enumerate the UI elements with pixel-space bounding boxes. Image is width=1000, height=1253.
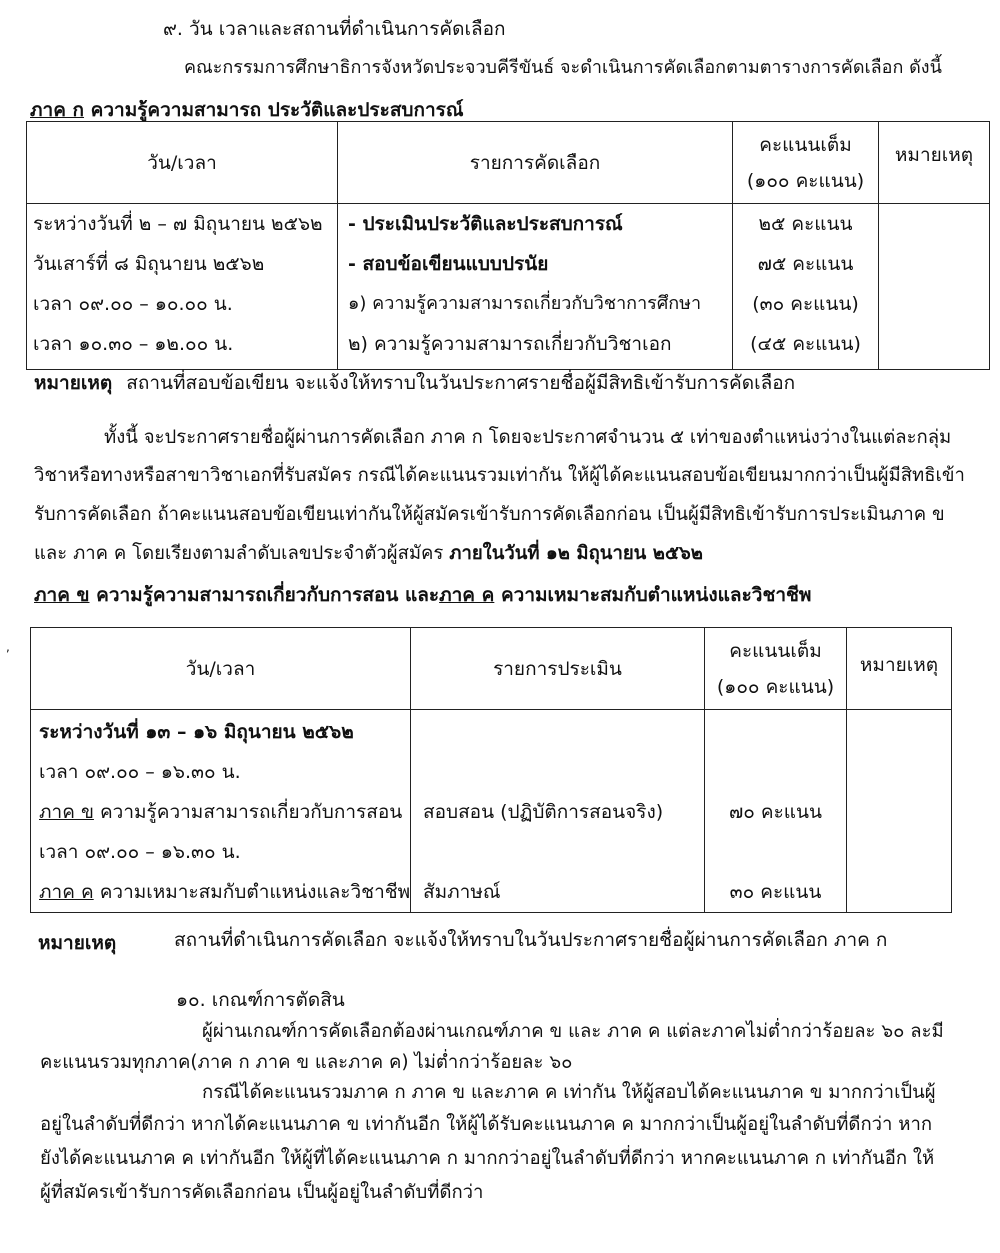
- part-a-header-score: [733, 122, 879, 204]
- announcement-line-1: ทั้งนี้ จะประกาศรายชื่อผู้ผ่านการคัดเลือก ภาค ก โดยจะประกาศจำนวน ๕ เท่าของตำแหน่งว่างในแต่ละกลุ่ม: [104, 427, 952, 448]
- part-a-body-row: [27, 204, 990, 370]
- section-9-intro: คณะกรรมการศึกษาธิการจังหวัดประจวบคีรีขันธ์ จะดำเนินการคัดเลือกตามตารางการคัดเลือก ดังนี้: [184, 57, 942, 78]
- part-bc-header-score: [705, 628, 847, 710]
- part-a-scores-cell: [733, 204, 879, 370]
- part-a-table: [26, 121, 990, 370]
- part-a-item-3: ๑) ความรู้ความสามารถเกี่ยวกับวิชาการศึกษา: [348, 293, 702, 314]
- part-c-title-label: ภาค ค: [439, 584, 495, 606]
- part-a-score-2: ๗๕ คะแนน: [757, 253, 854, 275]
- part-bc-period: ระหว่างวันที่ ๑๓ – ๑๖ มิถุนายน ๒๕๖๒: [39, 721, 354, 743]
- part-bc-note-text: สถานที่ดำเนินการคัดเลือก จะแจ้งให้ทราบในวันประกาศรายชื่อผู้ผ่านการคัดเลือก ภาค ก: [174, 929, 888, 951]
- part-c-title-text: ความเหมาะสมกับตำแหน่งและวิชาชีพ: [494, 584, 812, 606]
- part-a-note-label: หมายเหตุ: [34, 372, 113, 394]
- section-10-heading: ๑๐. เกณฑ์การตัดสิน: [176, 989, 345, 1011]
- section-10-p2-line4: ผู้ที่สมัครเข้ารับการคัดเลือกก่อน เป็นผู้อยู่ในลำดับที่ดีกว่า: [40, 1182, 484, 1203]
- part-a-date-3: เวลา ๐๙.๐๐ – ๑๐.๐๐ น.: [33, 293, 233, 315]
- part-a-header-item: รายการคัดเลือก: [338, 122, 733, 204]
- announcement-line-2: วิชาหรือทางหรือสาขาวิชาเอกที่รับสมัคร กรณีได้คะแนนรวมเท่ากัน ให้ผู้ได้คะแนนสอบข้อเขียนมากกว่าเป็นผู้มีสิทธิเข้า: [34, 465, 965, 486]
- part-c-label: ภาค ค: [39, 881, 94, 903]
- part-bc-header-item: รายการประเมิน: [411, 628, 705, 710]
- part-bc-body-row: [31, 710, 952, 913]
- part-a-date-1: ระหว่างวันที่ ๒ – ๗ มิถุนายน ๒๕๖๒: [33, 213, 323, 235]
- part-b-label: ภาค ข: [39, 801, 94, 823]
- part-bc-remark-cell: [847, 710, 952, 913]
- part-b-title-text: ความรู้ความสามารถเกี่ยวกับการสอน และ: [89, 584, 440, 606]
- part-a-items-cell: [338, 204, 733, 370]
- part-c-row-label: [39, 872, 410, 912]
- part-b-row-label: [39, 792, 410, 832]
- section-10-p2-line1: กรณีได้คะแนนรวมภาค ก ภาค ข และภาค ค เท่ากัน ให้ผู้สอบได้คะแนนภาค ข มากกว่าเป็นผู้: [202, 1082, 936, 1103]
- part-bc-title: [34, 580, 811, 610]
- part-a-score-4: (๔๕ คะแนน): [750, 333, 861, 355]
- part-bc-header-score-line1: คะแนนเต็ม: [729, 639, 822, 662]
- part-a-header-date: วัน/เวลา: [27, 122, 338, 204]
- part-b-item: สอบสอน (ปฏิบัติการสอนจริง): [423, 801, 664, 823]
- part-a-note: [34, 368, 795, 398]
- part-a-label: ภาค ก: [30, 99, 85, 121]
- part-bc-header-score-line2: (๑๐๐ คะแนน): [716, 675, 835, 698]
- part-a-header-score-line2: (๑๐๐ คะแนน): [746, 169, 865, 192]
- part-a-date-2: วันเสาร์ที่ ๘ มิถุนายน ๒๕๖๒: [33, 253, 265, 275]
- part-a-header-remark: หมายเหตุ: [879, 122, 990, 204]
- part-a-item-2: - สอบข้อเขียนแบบปรนัย: [348, 253, 549, 275]
- part-a-score-1: ๒๕ คะแนน: [758, 213, 853, 235]
- part-b-label-text: ความรู้ความสามารถเกี่ยวกับการสอน: [93, 801, 403, 823]
- section-10-p2-line3: ยังได้คะแนนภาค ค เท่ากันอีก ให้ผู้ที่ได้คะแนนภาค ก มากกว่าอยู่ในลำดับที่ดีกว่า หากคะแนนภาค ก เท่ากันอีก ให้: [40, 1148, 935, 1169]
- section-9-heading: ๙. วัน เวลาและสถานที่ดำเนินการคัดเลือก: [163, 18, 506, 40]
- announcement-line-3: รับการคัดเลือก ถ้าคะแนนสอบข้อเขียนเท่ากันให้ผู้สมัครเข้ารับการคัดเลือกก่อน เป็นผู้มีสิทธิเข้ารับการประเมินภาค ข: [34, 504, 945, 525]
- part-b-time: เวลา ๐๙.๐๐ – ๑๖.๓๐ น.: [39, 761, 241, 783]
- part-a-title-text: ความรู้ความสามารถ ประวัติและประสบการณ์: [84, 99, 464, 121]
- part-bc-table: [30, 627, 952, 913]
- part-bc-header-remark: หมายเหตุ: [847, 628, 952, 710]
- part-a-remark-cell: [879, 204, 990, 370]
- part-a-item-1: - ประเมินประวัติและประสบการณ์: [348, 213, 623, 235]
- part-a-date-4: เวลา ๑๐.๓๐ – ๑๒.๐๐ น.: [33, 333, 234, 355]
- part-c-score: ๓๐ คะแนน: [729, 881, 822, 903]
- section-10-p2-line2: อยู่ในลำดับที่ดีกว่า หากได้คะแนนภาค ข เท่ากันอีก ให้ผู้ได้รับคะแนนภาค ค มากกว่าเป็นผู้อยู่ในลำดับที่ดีกว่า หาก: [40, 1114, 933, 1135]
- part-b-score: ๗๐ คะแนน: [728, 801, 823, 823]
- part-bc-items-cell: [411, 710, 705, 913]
- part-bc-header-row: [31, 628, 952, 710]
- section-10-p1-line2: คะแนนรวมทุกภาค(ภาค ก ภาค ข และภาค ค) ไม่ต่ำกว่าร้อยละ ๖๐: [40, 1052, 573, 1073]
- stray-mark: ,: [6, 640, 10, 654]
- announcement-line-4-text: และ ภาค ค โดยเรียงตามลำดับเลขประจำตัวผู้สมัคร: [34, 543, 450, 564]
- part-a-header-score-line1: คะแนนเต็ม: [759, 133, 852, 156]
- part-a-header-row: [27, 122, 990, 204]
- part-c-time: เวลา ๐๙.๐๐ – ๑๖.๓๐ น.: [39, 841, 241, 863]
- announcement-deadline: ภายในวันที่ ๑๒ มิถุนายน ๒๕๖๒: [449, 543, 703, 564]
- part-a-note-text: สถานที่สอบข้อเขียน จะแจ้งให้ทราบในวันประกาศรายชื่อผู้มีสิทธิเข้ารับการคัดเลือก: [126, 372, 796, 394]
- part-bc-note-label: หมายเหตุ: [38, 932, 117, 954]
- announcement-line-4: [34, 539, 703, 568]
- part-b-title-label: ภาค ข: [34, 584, 90, 606]
- part-a-dates-cell: [27, 204, 338, 370]
- part-bc-dates-cell: [31, 710, 411, 913]
- part-a-item-4: ๒) ความรู้ความสามารถเกี่ยวกับวิชาเอก: [348, 333, 672, 355]
- part-bc-header-date: วัน/เวลา: [31, 628, 411, 710]
- part-c-item: สัมภาษณ์: [423, 881, 501, 903]
- part-c-label-text: ความเหมาะสมกับตำแหน่งและวิชาชีพ: [93, 881, 411, 903]
- part-bc-scores-cell: [705, 710, 847, 913]
- section-10-p1-line1: ผู้ผ่านเกณฑ์การคัดเลือกต้องผ่านเกณฑ์ภาค ข และ ภาค ค แต่ละภาคไม่ต่ำกว่าร้อยละ ๖๐ ละมี: [202, 1021, 944, 1042]
- part-a-score-3: (๓๐ คะแนน): [752, 293, 859, 315]
